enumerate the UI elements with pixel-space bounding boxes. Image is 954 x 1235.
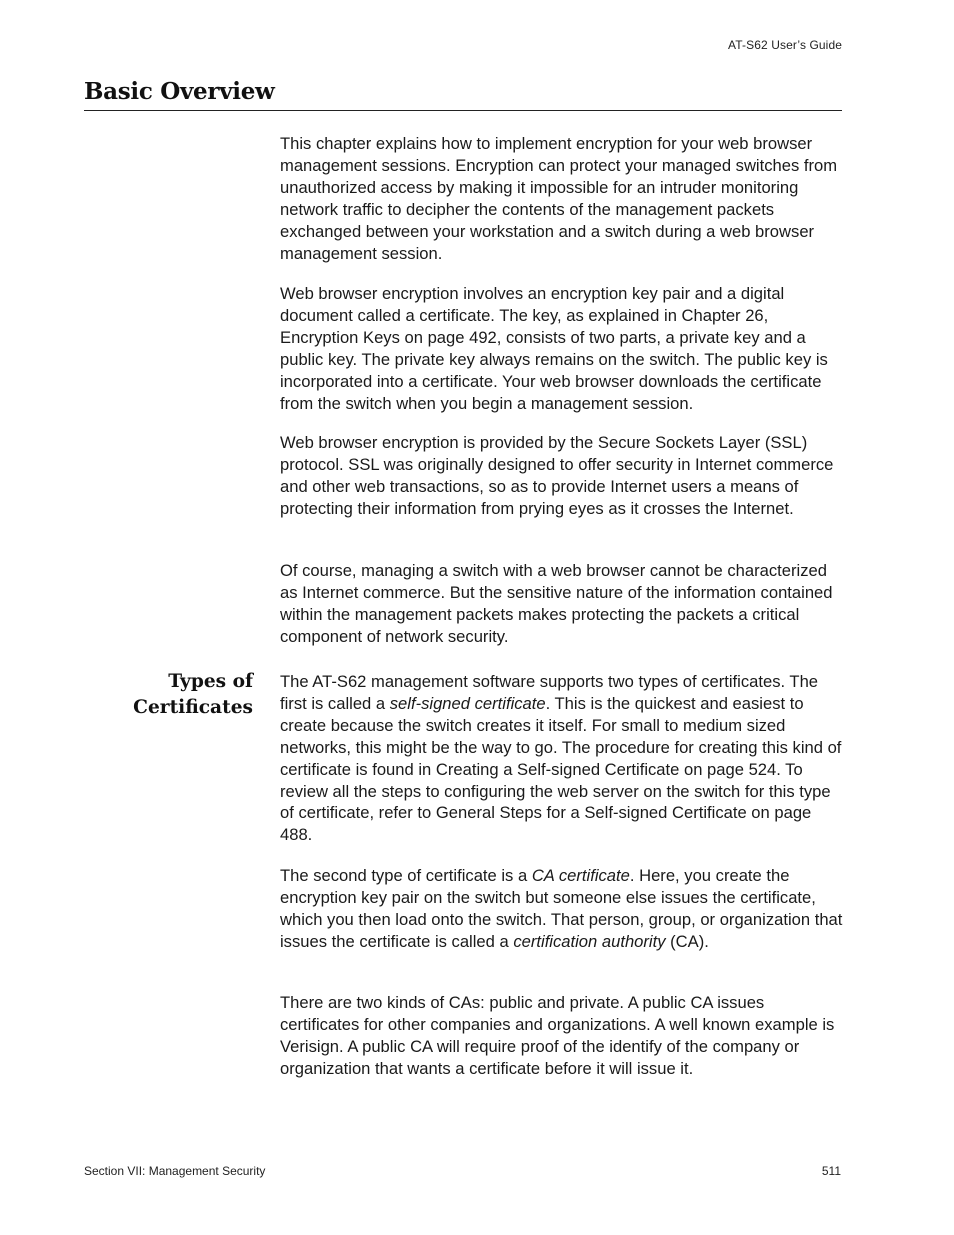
ca-certificate-term: CA certificate	[531, 866, 630, 885]
types-p1-text	[280, 671, 846, 846]
types-p2-part-a: The second type of certificate is a	[280, 866, 532, 885]
types-p2-text	[280, 865, 846, 953]
overview-p3-text: Web browser encryption is provided by the Secure Sockets Layer (SSL) protocol. SSL was originally designed to offer security in Internet commerce and other web transactions, so as to provide Internet users a means of protecting their information from prying eyes as it crosses the Internet.	[280, 433, 834, 518]
types-heading-line-1: Types of	[168, 671, 253, 692]
types-paragraph-1	[280, 671, 846, 846]
footer-section-label: Section VII: Management Security	[84, 1164, 266, 1178]
types-p2-part-b: . Here, you create the encryption key pair on the switch but someone else issues the certificate, which you then load onto the switch. That person, group, or organization that issues the certificate is called a	[280, 866, 843, 951]
self-signed-certificate-term: self-signed certificate	[389, 693, 546, 713]
overview-paragraph-4	[280, 560, 846, 648]
types-p2-part-c: (CA).	[665, 931, 709, 951]
types-of-certificates-heading	[100, 669, 253, 721]
overview-p2-text: Web browser encryption involves an encryption key pair and a digital document called a certificate. The key, as explained in Chapter 26, Encryption Keys on page 492, consists of two parts, a private key and a public key. The private key always remains on the switch. The public key is incorporated into a certificate. Your web browser downloads the certificate from the switch when you begin a management session.	[280, 284, 828, 413]
types-p1-part-a: The AT-S62 management software supports two types of certificates. The first is called a	[280, 672, 819, 713]
overview-paragraph-3	[280, 432, 846, 520]
certification-authority-term: certification authority	[513, 931, 666, 951]
types-paragraph-3	[280, 992, 846, 1080]
overview-p1-text: This chapter explains how to implement encryption for your web browser management sessions. Encryption can protect your managed switches from unauthorized access by making it impossible for an intruder monitoring network traffic to decipher the contents of the management packets exchanged between your workstation and a switch during a web browser management session.	[280, 134, 838, 263]
types-paragraph-2	[280, 865, 846, 953]
section-title: Basic Overview	[84, 78, 275, 105]
types-p3-text: There are two kinds of CAs: public and private. A public CA issues certificates for other companies and organizations. A well known example is Verisign. A public CA will require proof of the identify of the company or organization that wants a certificate before it will issue it.	[280, 993, 835, 1078]
overview-p4-text: Of course, managing a switch with a web browser cannot be characterized as Internet commerce. But the sensitive nature of the information contained within the management packets makes protecting the packets a critical component of network security.	[280, 561, 833, 646]
types-heading-line-2: Certificates	[133, 697, 253, 718]
overview-paragraph-1	[280, 133, 846, 264]
footer-page-number: 511	[821, 1164, 841, 1178]
overview-paragraph-2	[280, 283, 846, 414]
types-p1-part-b: . This is the quickest and easiest to create because the switch creates it itself. For small to medium sized networks, this might be the way to go. The procedure for creating this kind of certificate is found in Creating a Self-signed Certificate on page 524. To review all the steps to configuring the web server on the switch for this type of certificate, refer to General Steps for a Self-signed Certificate on page 488.	[280, 693, 842, 845]
running-header: AT-S62 User’s Guide	[728, 38, 842, 52]
title-rule	[84, 110, 842, 111]
